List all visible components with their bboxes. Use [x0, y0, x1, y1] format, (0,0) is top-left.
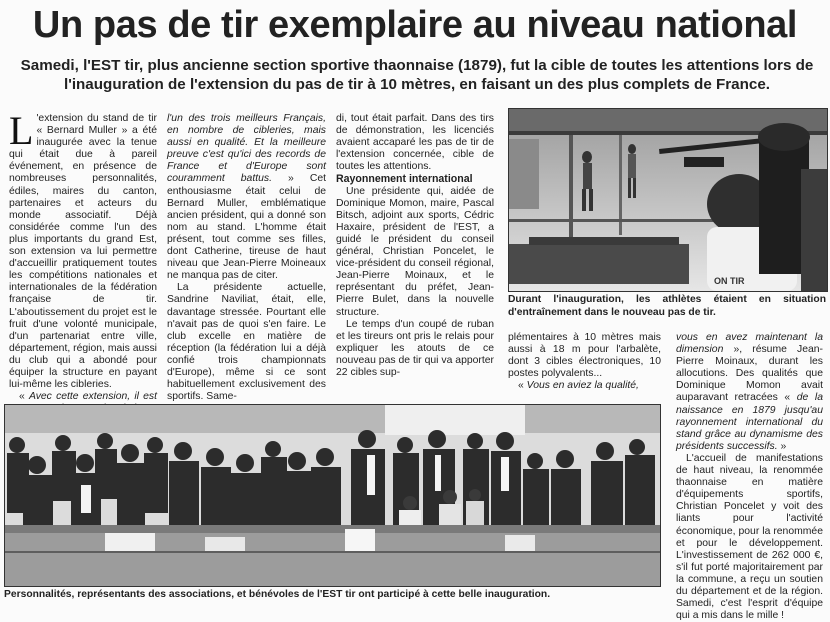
- column-2-paragraph-2: La présidente actuelle, Sandrine Naviliat, était, elle, davantage stressée. Pourtant elle n'avait pas de quoi s'en faire. Le club excelle en matière de réception (la fédération lui a déjà confié trois championnats d'Europe), même si ce sont habituellement exclusivement des sportifs. Same-: [167, 282, 326, 403]
- column-4-paragraph-1: plémentaires à 10 mètres mais aussi à 18 m pour l'arbalète, dont 3 cibles électroniques, 10 postes polyvalents...: [508, 332, 661, 380]
- quote-open: «: [518, 380, 527, 392]
- column-3-paragraph-2: Une présidente qui, aidée de Dominique Momon, maire, Pascal Bitsch, adjoint aux sports, Cédric Haxaire, président de l'EST, a guidé le président du conseil général, Christian Poncelet, le vice-président du conseil régional, Jean-Pierre Moinaux, et le représentant du préfet, Jean-Pierre Bulet, dans la nouvelle structure.: [336, 185, 494, 318]
- column-4-paragraph-2: [508, 380, 661, 392]
- column-3-paragraph-1: di, tout était parfait. Dans des tirs de démonstration, les licenciés avaient accaparé les pas de tir de l'extension concernée, cible de toutes les attentions.: [336, 113, 494, 173]
- article-column-5: [676, 332, 823, 622]
- column-1-text: 'extension du stand de tir « Bernard Muller » a été inaugurée avec la tenue qui était due à pareil événement, en présence de nombreuses personnalités, édiles, maires du canton, partenaires et acteurs du monde associatif. Déjà considérée comme l'un des plus importants du grand Est, son extension va lui permettre d'accueillir pratiquement toutes les compétitions nationales et internationales de la fédération française de tir. L'aboutissement du projet est le fruit d'une volonté municipale, d'un partenariat entre ville, département, région, mais aussi du club qui a abondé pour équiper la structure en payant lui-même les cibleries.: [9, 113, 157, 391]
- column-3-paragraph-3: Le temps d'un coupé de ruban et les tireurs ont pris le relais pour expliquer les atouts de ce nouveau pas de tir qui va apporter 22 cibles sup-: [336, 318, 494, 378]
- quote-text: Vous en aviez la qualité,: [526, 380, 639, 392]
- article-column-4: [508, 332, 661, 392]
- column-1-paragraph-1: [9, 108, 157, 391]
- group-image: [5, 405, 660, 586]
- shirt-text: ON TIR: [714, 276, 745, 286]
- column-2-text: » Cet enthousiasme était celui de Bernard Muller, emblématique ancien président, qui a donné son nom au stand. L'homme était présent, tout comme ses filles, dont Catherine, tireuse de haut niveau que Jean-Pierre Moineaux ne manqua pas de citer.: [167, 173, 326, 282]
- quote-open: «: [19, 391, 29, 403]
- column-5-paragraph-2: L'accueil de manifestations de haut niveau, la renommée thaonnaise en matière d'équipements sportifs, Christian Poncelet y voit des liants pour l'activité économique, pour la renommée et pour le développement. L'investissement de 262 000 €, s'il fut porté majoritairement par la commune, a reçu un soutien du département et de la région. Samedi, c'est l'esprit d'équipe qui a mis dans le mille !: [676, 452, 823, 622]
- column-5-paragraph-1: [676, 332, 823, 453]
- photo-group: [4, 404, 661, 587]
- article-column-1: [9, 108, 157, 415]
- column-2-paragraph-1: [167, 113, 326, 282]
- quote-close: »: [777, 440, 787, 452]
- article-column-2: [167, 113, 326, 403]
- quote-continuation: vous en avez maintenant la dimension: [676, 332, 823, 356]
- column-5-text: », résume Jean-Pierre Moinaux, durant les allocutions. Des qualités que Dominique Momon avait auparavant retracées «: [676, 344, 823, 404]
- headline: Un pas de tir exemplaire au niveau national: [32, 4, 798, 46]
- quote-continuation: l'un des trois meilleurs Français, en nombre de cibleries, mais aussi en qualité. Et la meilleure preuve c'est qu'ici des records de France et d'Europe sont couramment battus.: [167, 113, 326, 185]
- quote-text: de la naissance en 1879 jusqu'au rayonnement international du stand grâce au dynamisme des présidents successifs.: [676, 392, 823, 452]
- subheadline: Samedi, l'EST tir, plus ancienne section sportive thaonnaise (1879), fut la cible de toutes les attentions lors de l'inauguration de l'extension du pas de tir à 10 mètres, en faisant un des plus complets de France.: [20, 57, 814, 93]
- photo-caption-top: Durant l'inauguration, les athlètes étaient en situation d'entraînement dans le nouveau pas de tir.: [508, 294, 826, 318]
- section-heading: Rayonnement international: [336, 173, 473, 186]
- photo-caption-bottom: Personnalités, représentants des associations, et bénévoles de l'EST tir ont participé à cette belle inauguration.: [4, 589, 551, 600]
- shooting-range-image: [509, 109, 827, 291]
- dropcap: L: [9, 108, 34, 153]
- photo-shooting-range: [508, 108, 828, 292]
- article-column-3: [336, 113, 494, 379]
- quote-text: Avec cette extension, il est: [28, 391, 157, 403]
